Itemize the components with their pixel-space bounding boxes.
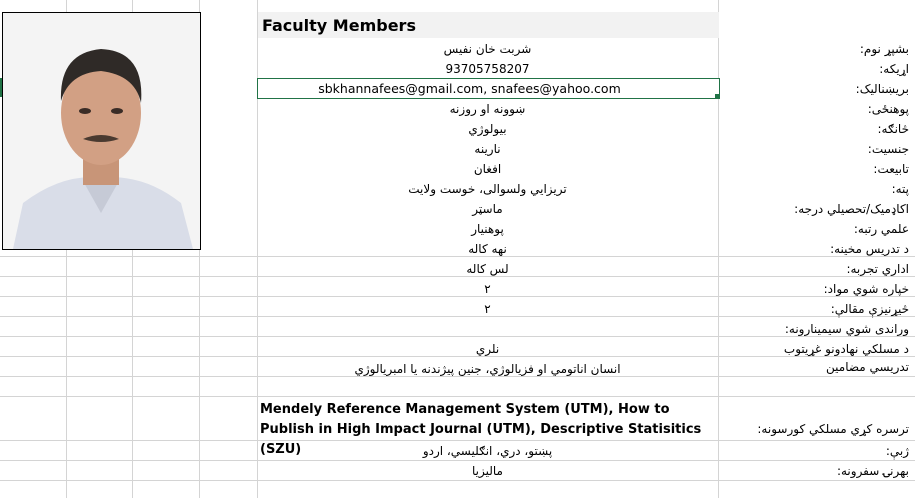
label-faculty: پوهنځی: (867, 102, 909, 116)
grid-line (0, 296, 915, 297)
value-subjects: انسان اناتومي او فزیالوژي، جنین پیژندنه یا امبریالوژي (354, 362, 621, 376)
label-research: څیړنیزې مقالې: (830, 302, 909, 316)
label-rank: علمي رتبه: (853, 222, 909, 236)
grid-line (0, 336, 915, 337)
grid-line (0, 356, 915, 357)
page-title: Faculty Members (262, 16, 416, 35)
label-contact: اړیکه: (879, 62, 909, 76)
label-degree: اکاډمیک/تحصیلي درجه: (794, 202, 909, 216)
value-name: شربت خان نفیس (443, 42, 532, 56)
grid-line (0, 316, 915, 317)
value-email: sbkhannafees@gmail.com, snafees@yahoo.com (318, 81, 621, 96)
value-courses: Mendely Reference Management System (UTM), How to Publish in High Impact Journal (UTM), Descriptive Statisitics (SZU) (260, 402, 702, 457)
value-contact: 93705758207 (445, 62, 530, 76)
value-degree: ماسټر (472, 202, 503, 216)
label-nationality: تابیعت: (873, 162, 909, 176)
grid-line (0, 480, 915, 481)
grid-line (0, 276, 915, 277)
label-gender: جنسیت: (867, 142, 909, 156)
label-name: بشپړ نوم: (859, 42, 909, 56)
label-address: پته: (891, 182, 909, 196)
label-teaching-exp: د تدریس مخینه: (830, 242, 909, 256)
grid-line (0, 396, 915, 397)
label-subjects: تدریسي مضامین (826, 360, 909, 374)
value-rank: پوهنیار (471, 222, 504, 236)
label-department: څانګه: (877, 122, 909, 136)
value-department: بیولوژي (468, 122, 507, 136)
grid-line (0, 376, 915, 377)
label-publications: خپاره شوي مواد: (823, 282, 909, 296)
label-seminars: وراندی شوي سیمینارونه: (784, 322, 909, 336)
profile-photo (2, 12, 201, 250)
label-courses: ترسره کړي مسلکي کورسونه: (757, 422, 909, 436)
grid-line (0, 256, 915, 257)
person-photo-icon (3, 13, 200, 249)
value-research: ۲ (484, 302, 491, 316)
value-address: تریزایي ولسوالی، خوست ولایت (408, 182, 567, 196)
label-languages: ژبې: (885, 444, 909, 458)
label-memberships: د مسلکي نهادونو غړیتوب (783, 342, 909, 356)
value-gender: نارینه (474, 142, 501, 156)
value-trips: مالیزیا (472, 464, 503, 478)
grid-line (0, 460, 915, 461)
value-admin-exp: لس کاله (466, 262, 509, 276)
value-languages: پښتو، دري، انګلیسي، اردو (422, 444, 553, 458)
label-admin-exp: اداري تجربه: (846, 262, 909, 276)
value-publications: ۲ (484, 282, 491, 296)
label-trips: بهرنۍ سفرونه: (836, 464, 909, 478)
label-email: بریښناليک: (855, 82, 909, 96)
value-teaching-exp: نهه کاله (468, 242, 507, 256)
value-faculty: ښوونه او روزنه (449, 102, 526, 116)
row-indicator (0, 78, 2, 97)
value-memberships: نلري (475, 342, 500, 356)
value-nationality: افغان (473, 162, 502, 176)
